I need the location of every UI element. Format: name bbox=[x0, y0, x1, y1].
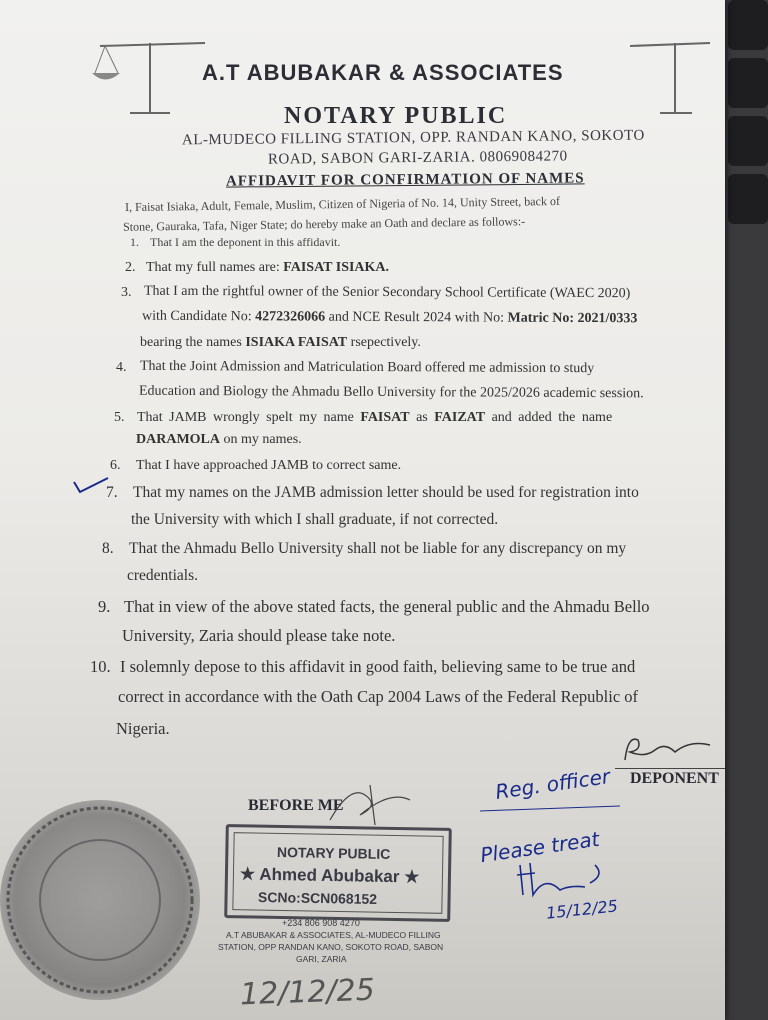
intro-line: Stone, Gauraka, Tafa, Niger State; do hereby make an Oath and declare as follows:- bbox=[122, 214, 526, 234]
handwritten-note: Reg. officer bbox=[493, 764, 612, 804]
keyboard-key bbox=[728, 58, 768, 108]
item-text: That in view of the above stated facts, the general public and the Ahmadu Bello bbox=[124, 597, 650, 616]
stamp-phone: +234 806 908 4270 bbox=[282, 918, 360, 928]
item-text-part: bearing the names bbox=[140, 335, 246, 350]
scales-of-justice-icon bbox=[630, 38, 725, 118]
item-text: I solemnly depose to this affidavit in good faith, believing same to be true and bbox=[120, 657, 636, 676]
intro-line: I, Faisat Isiaka, Adult, Female, Muslim, Citizen of Nigeria of No. 14, Unity Street, back of bbox=[124, 193, 560, 215]
stamp-address: GARI, ZARIA bbox=[296, 954, 347, 964]
item-text-part: as bbox=[409, 410, 435, 425]
stamp-title: NOTARY PUBLIC bbox=[276, 844, 391, 862]
item-number: 4. bbox=[116, 360, 127, 375]
item-number: 6. bbox=[110, 458, 121, 473]
item-text: correct in accordance with the Oath Cap 2004 Laws of the Federal Republic of bbox=[118, 687, 639, 706]
item-number: 8. bbox=[102, 540, 114, 557]
stamp-scn-number: SCNo:SCN068152 bbox=[257, 888, 378, 908]
certificate-names: ISIAKA FAISAT bbox=[245, 335, 348, 350]
matric-number: Matric No: 2021/0333 bbox=[507, 310, 638, 327]
item-text: the University with which I shall graduate, if not corrected. bbox=[131, 511, 499, 528]
underline bbox=[480, 806, 620, 812]
deponent-signature bbox=[620, 730, 720, 770]
item-text: That my names on the JAMB admission letter should be used for registration into bbox=[133, 484, 639, 501]
item-text-part: and NCE Result 2024 with No: bbox=[325, 309, 508, 326]
deponent-label: DEPONENT bbox=[630, 770, 719, 787]
item-text: That I have approached JAMB to correct same. bbox=[136, 458, 402, 473]
handwritten-date: 15/12/25 bbox=[545, 896, 619, 923]
item-text bbox=[142, 309, 637, 328]
wrong-name: FAIZAT bbox=[434, 410, 486, 425]
firm-address-line: AL-MUDECO FILLING STATION, OPP. RANDAN KANO, SOKOTO bbox=[181, 127, 645, 149]
item-text-part: on my names. bbox=[220, 432, 302, 447]
item-text: That I am the rightful owner of the Senior Secondary School Certificate (WAEC 2020) bbox=[143, 283, 631, 302]
item-text bbox=[140, 335, 421, 351]
before-me-label: BEFORE ME bbox=[248, 797, 344, 814]
document-title: AFFIDAVIT FOR CONFIRMATION OF NAMES bbox=[225, 170, 585, 190]
item-text-part: with Candidate No: bbox=[141, 308, 256, 325]
item-text: Education and Biology the Ahmadu Bello University for the 2025/2026 academic session. bbox=[138, 383, 644, 402]
item-text: That I am the deponent in this affidavit. bbox=[150, 235, 341, 249]
item-number: 1. bbox=[130, 235, 139, 249]
item-number: 7. bbox=[106, 484, 118, 501]
notary-signature bbox=[320, 780, 430, 830]
stamp-address: A.T ABUBAKAR & ASSOCIATES, AL-MUDECO FILLING bbox=[226, 930, 441, 940]
keyboard-key bbox=[728, 116, 768, 166]
item-text: University, Zaria should please take note. bbox=[122, 626, 396, 645]
keyboard-key bbox=[728, 0, 768, 50]
item-number: 2. bbox=[125, 260, 136, 275]
handwritten-date: 12/12/25 bbox=[239, 972, 376, 1013]
stamp-notary-name: ★ Ahmed Abubakar ★ bbox=[239, 864, 420, 887]
full-names: FAISAT ISIAKA. bbox=[283, 260, 390, 275]
added-name: DARAMOLA bbox=[136, 432, 220, 447]
item-text bbox=[137, 410, 612, 426]
item-text-part: rsepectively. bbox=[347, 335, 421, 350]
item-text: That the Joint Admission and Matriculation Board offered me admission to study bbox=[139, 358, 595, 377]
stamp-address: STATION, OPP RANDAN KANO, SOKOTO ROAD, SABON bbox=[218, 942, 444, 952]
item-text-part: That JAMB wrongly spelt my name bbox=[137, 410, 361, 425]
firm-name: A.T ABUBAKAR & ASSOCIATES bbox=[202, 60, 564, 85]
item-number: 10. bbox=[90, 657, 111, 676]
item-number: 3. bbox=[121, 285, 132, 300]
correct-name: FAISAT bbox=[360, 410, 410, 425]
document-heading: NOTARY PUBLIC bbox=[284, 103, 508, 129]
firm-address-line: ROAD, SABON GARI-ZARIA. 08069084270 bbox=[267, 148, 568, 168]
item-text: Nigeria. bbox=[116, 719, 170, 738]
item-number: 5. bbox=[114, 410, 125, 425]
seal-ring bbox=[0, 800, 200, 1000]
scales-of-justice-icon bbox=[90, 38, 210, 118]
candidate-number: 4272326066 bbox=[255, 309, 326, 325]
item-text-part: and added the name bbox=[485, 410, 613, 425]
handwritten-note: Please treat bbox=[478, 826, 601, 868]
item-number: 9. bbox=[98, 597, 111, 616]
keyboard-key bbox=[728, 174, 768, 224]
item-text bbox=[146, 260, 389, 276]
item-text: That the Ahmadu Bello University shall not be liable for any discrepancy on my bbox=[129, 540, 627, 557]
signature-line bbox=[615, 768, 725, 769]
item-text bbox=[136, 432, 302, 448]
item-text: credentials. bbox=[127, 567, 199, 584]
item-text-part: That my full names are: bbox=[146, 260, 284, 275]
